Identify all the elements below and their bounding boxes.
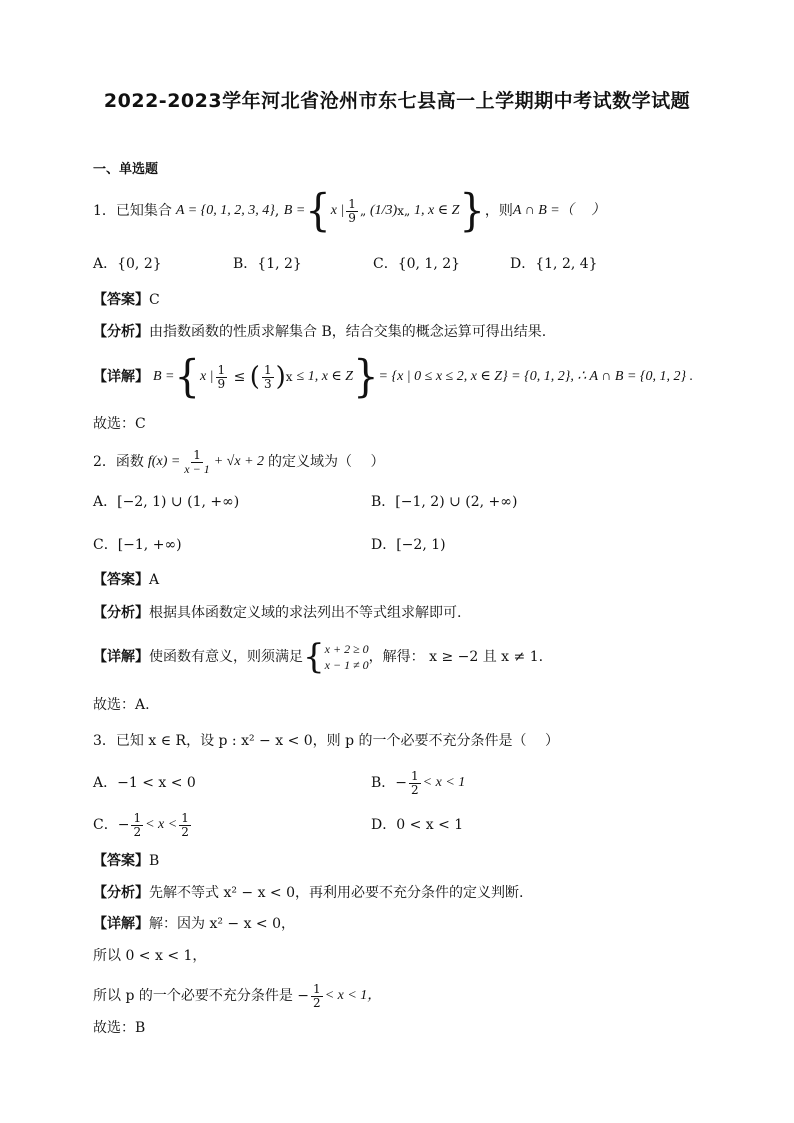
q1-analysis	[93, 322, 546, 342]
q1-option-c: C．{0, 1, 2}	[373, 256, 461, 272]
detail-set-b: B =	[153, 369, 175, 384]
analysis-tag: 【分析】	[93, 885, 149, 901]
question-ask: A ∩ B =（ ）	[512, 203, 606, 218]
detail-fraction-one-ninth: $\frac{1}{9}$	[217, 362, 226, 391]
step-text: 所以 p 的一个必要不充分条件是 −	[93, 988, 310, 1004]
q3-choose: 故选：B	[93, 1020, 146, 1036]
fraction-one-ninth: $\frac{1}{9}$	[348, 196, 356, 225]
q3-option-c	[93, 806, 193, 844]
analysis-tag: 【分析】	[93, 324, 149, 340]
set-a: A = {0, 1, 2, 3, 4}	[175, 203, 275, 218]
fraction-one-half: $\frac{1}{2}$	[313, 981, 321, 1010]
q2-answer	[93, 570, 159, 590]
q3-option-a: A．−1 < x < 0	[93, 775, 196, 791]
q1-option-b: B．{1, 2}	[233, 256, 302, 272]
analysis-tag: 【分析】	[93, 605, 149, 621]
option-rest: < x < 1	[422, 775, 466, 790]
answer-value: A	[149, 572, 160, 588]
power-one-third: (1/3)	[369, 203, 398, 218]
option-label: C．−	[93, 817, 130, 833]
q2-choose: 故选：A.	[93, 697, 150, 713]
q3-option-b	[371, 764, 465, 802]
detail-text: 使函数有意义，则须满足	[149, 649, 303, 665]
answer-tag: 【答案】	[93, 292, 149, 308]
q1-choose: 故选：C	[93, 416, 146, 432]
question-number: 2．	[93, 454, 116, 470]
q3-answer	[93, 851, 159, 871]
analysis-text: 由指数函数的性质求解集合 B，结合交集的概念运算可得出结果.	[149, 324, 547, 340]
page-title: 2022-2023学年河北省沧州市东七县高一上学期期中考试数学试题	[103, 90, 691, 112]
sqrt-term: + √x + 2	[213, 454, 265, 469]
question-text: 已知 x ∈ R，设 p : x² − x < 0，则 p 的一个必要不充分条件是（ ）	[115, 733, 559, 749]
function-f: f(x) =	[147, 454, 181, 469]
question-2-stem	[93, 445, 384, 479]
detail-tag: 【详解】	[93, 649, 149, 665]
q3-option-d: D．0 < x < 1	[371, 817, 464, 833]
detail-rest: = {x | 0 ≤ x ≤ 2, x ∈ Z} = {0, 1, 2}, ∴ A ∩ B = {0, 1, 2} .	[378, 369, 694, 384]
set-b-tail: 1, x ∈ Z	[414, 203, 460, 218]
analysis-text: 先解不等式 x² − x < 0，再利用必要不充分条件的定义判断.	[149, 885, 524, 901]
detail-rest: ，解得： x ≥ −2 且 x ≠ 1.	[368, 649, 544, 665]
fraction-one-half: $\frac{1}{2}$	[411, 768, 419, 797]
detail-fraction-one-third: $\frac{1}{3}$	[263, 362, 272, 391]
question-number: 1．	[93, 203, 116, 219]
detail-mid: ≤ 1, x ∈ Z	[296, 369, 354, 384]
q1-detail	[93, 351, 694, 403]
set-b-expression: { x | $\frac{1}{9}$ „ (1/3) x „ 1, x ∈ Z }	[305, 185, 485, 237]
question-text-2: 的定义域为（ ）	[268, 454, 385, 470]
q3-step-2	[93, 977, 381, 1015]
question-text: 已知集合	[115, 203, 172, 219]
answer-value: B	[149, 853, 160, 869]
question-text: 函数	[115, 454, 144, 470]
system-row-2: x − 1 ≠ 0	[324, 658, 369, 672]
q1-option-a: A．{0, 2}	[93, 256, 162, 272]
q2-analysis	[93, 603, 461, 623]
set-b-condition: x |	[330, 203, 345, 218]
detail-set-expression: { x | $\frac{1}{9}$ ≤ ( $\frac{1}{3}$ ) x ≤ 1, x ∈ Z }	[174, 351, 379, 403]
q2-option-d: D．[−2, 1)	[371, 537, 446, 553]
inequality-system: { x + 2 ≥ 0 x − 1 ≠ 0	[303, 637, 369, 677]
q3-detail	[93, 914, 295, 934]
question-3-stem	[93, 731, 559, 751]
q2-option-a: A．[−2, 1) ∪ (1, +∞)	[93, 494, 240, 510]
detail-tag: 【详解】	[93, 916, 149, 932]
question-text-2: ，则	[484, 203, 513, 219]
q2-option-b: B．[−1, 2) ∪ (2, +∞)	[371, 494, 518, 510]
section-heading: 一、单选题	[93, 162, 159, 177]
answer-tag: 【答案】	[93, 853, 149, 869]
q3-step-1: 所以 0 < x < 1，	[93, 948, 207, 964]
q2-detail	[93, 638, 543, 676]
answer-value: C	[149, 292, 160, 308]
system-row-1: x + 2 ≥ 0	[324, 642, 369, 656]
fraction-one-over-x-minus-1: $\frac{1}{x - 1}$	[184, 447, 210, 476]
q1-option-d: D．{1, 2, 4}	[510, 256, 598, 272]
detail-tag: 【详解】	[93, 369, 149, 385]
option-mid: < x <	[145, 817, 178, 832]
analysis-text: 根据具体函数定义域的求法列出不等式组求解即可.	[149, 605, 462, 621]
answer-tag: 【答案】	[93, 572, 149, 588]
question-number: 3．	[93, 733, 116, 749]
fraction-one-half-2: $\frac{1}{2}$	[181, 810, 189, 839]
q2-option-c: C．[−1, +∞)	[93, 537, 182, 553]
step-rest: < x < 1，	[324, 988, 382, 1003]
detail-condition: x |	[199, 369, 214, 384]
fraction-one-half: $\frac{1}{2}$	[133, 810, 142, 839]
question-1-stem: 1． 已知集合 A = {0, 1, 2, 3, 4} , B = { x | $\frac{1}{9}$ „ (1/3) x „ 1, x ∈ Z } ，则 A ∩ B =（ ）	[93, 185, 606, 237]
set-b-label: B =	[283, 203, 306, 218]
detail-text: 解：因为 x² − x < 0，	[149, 916, 296, 932]
q3-analysis	[93, 883, 523, 903]
q1-answer	[93, 290, 160, 310]
option-label: B．−	[371, 775, 408, 791]
